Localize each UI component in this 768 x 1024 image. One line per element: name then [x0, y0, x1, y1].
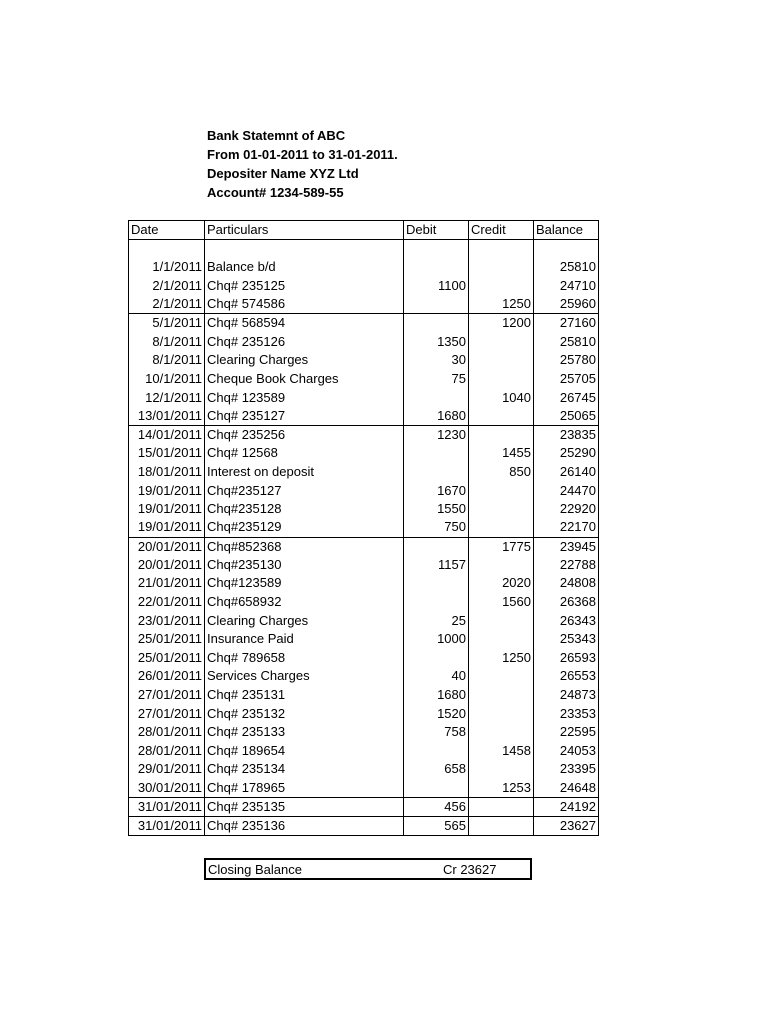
column-header-balance: Balance	[534, 221, 599, 240]
cell-credit	[469, 332, 534, 351]
cell-particulars: Chq# 235136	[205, 816, 404, 835]
cell-balance: 26368	[534, 593, 599, 612]
cell-date: 2/1/2011	[129, 295, 205, 314]
cell-debit	[404, 593, 469, 612]
cell-balance: 22788	[534, 556, 599, 575]
cell-debit: 1680	[404, 686, 469, 705]
cell-balance: 24470	[534, 481, 599, 500]
table-row	[129, 667, 599, 686]
column-header-credit: Credit	[469, 221, 534, 240]
cell-balance: 26593	[534, 649, 599, 668]
cell-debit: 1520	[404, 704, 469, 723]
cell-credit	[469, 556, 534, 575]
cell-debit: 1230	[404, 425, 469, 444]
cell-balance: 23353	[534, 704, 599, 723]
table-row	[129, 444, 599, 463]
cell-date: 12/1/2011	[129, 388, 205, 407]
cell-balance: 27160	[534, 314, 599, 333]
cell-balance: 24873	[534, 686, 599, 705]
table-row	[129, 742, 599, 761]
table-row	[129, 686, 599, 705]
cell-balance: 25780	[534, 351, 599, 370]
cell-particulars: Chq#852368	[205, 537, 404, 556]
cell-particulars: Chq#235127	[205, 481, 404, 500]
cell-credit	[469, 704, 534, 723]
cell-date: 27/01/2011	[129, 686, 205, 705]
column-header-date: Date	[129, 221, 205, 240]
table-row	[129, 258, 599, 277]
cell-particulars: Clearing Charges	[205, 351, 404, 370]
cell-balance: 25960	[534, 295, 599, 314]
cell-particulars: Chq# 189654	[205, 742, 404, 761]
blank-row	[129, 240, 599, 259]
cell-debit	[404, 649, 469, 668]
statement-title: Bank Statemnt of ABC	[207, 128, 346, 143]
cell-particulars: Chq# 123589	[205, 388, 404, 407]
cell-balance: 26343	[534, 611, 599, 630]
cell-date: 2/1/2011	[129, 277, 205, 296]
cell-credit: 1200	[469, 314, 534, 333]
cell-particulars: Chq# 235134	[205, 760, 404, 779]
table-row	[129, 295, 599, 314]
cell-particulars: Chq#658932	[205, 593, 404, 612]
cell-debit	[404, 463, 469, 482]
cell-date: 31/01/2011	[129, 797, 205, 816]
cell-particulars: Chq# 235132	[205, 704, 404, 723]
cell-date: 31/01/2011	[129, 816, 205, 835]
cell-credit	[469, 425, 534, 444]
cell-balance: 25343	[534, 630, 599, 649]
cell-debit: 1350	[404, 332, 469, 351]
table-row	[129, 649, 599, 668]
cell-date: 28/01/2011	[129, 723, 205, 742]
cell-debit: 1670	[404, 481, 469, 500]
cell-balance: 25810	[534, 258, 599, 277]
cell-date: 25/01/2011	[129, 649, 205, 668]
cell-debit	[404, 388, 469, 407]
cell-date: 19/01/2011	[129, 500, 205, 519]
cell-date: 15/01/2011	[129, 444, 205, 463]
table-row	[129, 779, 599, 798]
table-row	[129, 351, 599, 370]
cell-balance: 24808	[534, 574, 599, 593]
cell-balance: 25065	[534, 407, 599, 426]
table-row	[129, 277, 599, 296]
cell-date: 14/01/2011	[129, 425, 205, 444]
cell-date: 27/01/2011	[129, 704, 205, 723]
cell-credit	[469, 797, 534, 816]
cell-particulars: Chq#123589	[205, 574, 404, 593]
cell-balance: 23395	[534, 760, 599, 779]
cell-debit: 750	[404, 518, 469, 537]
cell-date: 21/01/2011	[129, 574, 205, 593]
cell-particulars: Chq# 235135	[205, 797, 404, 816]
table-row	[129, 816, 599, 835]
cell-date: 18/01/2011	[129, 463, 205, 482]
table-row	[129, 760, 599, 779]
table-row	[129, 611, 599, 630]
cell-particulars: Chq# 178965	[205, 779, 404, 798]
cell-particulars: Services Charges	[205, 667, 404, 686]
table-row	[129, 463, 599, 482]
cell-balance: 25290	[534, 444, 599, 463]
cell-particulars: Chq# 789658	[205, 649, 404, 668]
cell-particulars: Chq# 235127	[205, 407, 404, 426]
cell-debit: 456	[404, 797, 469, 816]
cell-credit: 1775	[469, 537, 534, 556]
cell-particulars: Chq# 574586	[205, 295, 404, 314]
cell-credit: 1253	[469, 779, 534, 798]
table-row	[129, 388, 599, 407]
cell-debit: 758	[404, 723, 469, 742]
cell-credit	[469, 351, 534, 370]
cell-debit	[404, 779, 469, 798]
cell-credit: 1250	[469, 295, 534, 314]
statement-period: From 01-01-2011 to 31-01-2011.	[207, 147, 398, 162]
cell-balance: 22920	[534, 500, 599, 519]
cell-debit: 75	[404, 370, 469, 389]
cell-credit: 1040	[469, 388, 534, 407]
statement-header	[207, 126, 398, 202]
table-header-row	[129, 221, 599, 240]
cell-debit: 25	[404, 611, 469, 630]
cell-balance: 22595	[534, 723, 599, 742]
cell-debit: 30	[404, 351, 469, 370]
cell-particulars: Chq# 235133	[205, 723, 404, 742]
depositor-name: Depositer Name XYZ Ltd	[207, 166, 359, 181]
cell-particulars: Chq#235129	[205, 518, 404, 537]
cell-credit	[469, 611, 534, 630]
cell-date: 23/01/2011	[129, 611, 205, 630]
cell-credit	[469, 481, 534, 500]
cell-date: 1/1/2011	[129, 258, 205, 277]
cell-particulars: Chq# 235126	[205, 332, 404, 351]
cell-debit: 565	[404, 816, 469, 835]
cell-date: 19/01/2011	[129, 518, 205, 537]
cell-credit: 2020	[469, 574, 534, 593]
cell-particulars: Chq# 12568	[205, 444, 404, 463]
cell-balance: 26745	[534, 388, 599, 407]
cell-debit: 1550	[404, 500, 469, 519]
cell-particulars: Balance b/d	[205, 258, 404, 277]
cell-particulars: Clearing Charges	[205, 611, 404, 630]
cell-debit	[404, 574, 469, 593]
cell-date: 20/01/2011	[129, 537, 205, 556]
table-row	[129, 500, 599, 519]
table-row	[129, 704, 599, 723]
cell-credit	[469, 258, 534, 277]
cell-balance: 25705	[534, 370, 599, 389]
cell-credit	[469, 686, 534, 705]
cell-debit: 1680	[404, 407, 469, 426]
cell-credit: 1455	[469, 444, 534, 463]
table-row	[129, 518, 599, 537]
cell-date: 10/1/2011	[129, 370, 205, 389]
cell-debit: 40	[404, 667, 469, 686]
cell-debit	[404, 537, 469, 556]
table-row	[129, 556, 599, 575]
cell-balance: 24053	[534, 742, 599, 761]
cell-debit: 1157	[404, 556, 469, 575]
cell-particulars: Interest on deposit	[205, 463, 404, 482]
cell-date: 19/01/2011	[129, 481, 205, 500]
cell-debit: 658	[404, 760, 469, 779]
cell-credit	[469, 370, 534, 389]
table-row	[129, 574, 599, 593]
cell-balance: 26140	[534, 463, 599, 482]
column-header-particulars: Particulars	[205, 221, 404, 240]
cell-balance: 23945	[534, 537, 599, 556]
statement-table	[128, 220, 599, 836]
column-header-debit: Debit	[404, 221, 469, 240]
cell-date: 29/01/2011	[129, 760, 205, 779]
table-row	[129, 537, 599, 556]
cell-date: 25/01/2011	[129, 630, 205, 649]
closing-balance-box	[204, 858, 532, 880]
closing-balance-value: Cr 23627	[443, 862, 497, 877]
cell-debit	[404, 444, 469, 463]
cell-date: 13/01/2011	[129, 407, 205, 426]
closing-balance-label: Closing Balance	[208, 862, 302, 877]
cell-balance: 22170	[534, 518, 599, 537]
cell-particulars: Chq#235128	[205, 500, 404, 519]
cell-balance: 25810	[534, 332, 599, 351]
cell-date: 20/01/2011	[129, 556, 205, 575]
cell-balance: 23835	[534, 425, 599, 444]
cell-date: 5/1/2011	[129, 314, 205, 333]
cell-particulars: Chq#235130	[205, 556, 404, 575]
cell-credit	[469, 816, 534, 835]
cell-date: 8/1/2011	[129, 351, 205, 370]
cell-credit: 850	[469, 463, 534, 482]
cell-debit	[404, 295, 469, 314]
cell-credit	[469, 277, 534, 296]
table-row	[129, 370, 599, 389]
cell-credit	[469, 407, 534, 426]
cell-credit	[469, 500, 534, 519]
cell-date: 26/01/2011	[129, 667, 205, 686]
cell-particulars: Insurance Paid	[205, 630, 404, 649]
cell-balance: 23627	[534, 816, 599, 835]
cell-credit: 1458	[469, 742, 534, 761]
cell-balance: 24192	[534, 797, 599, 816]
cell-credit	[469, 760, 534, 779]
cell-balance: 24710	[534, 277, 599, 296]
cell-debit: 1100	[404, 277, 469, 296]
table-row	[129, 407, 599, 426]
cell-particulars: Chq# 235256	[205, 425, 404, 444]
table-row	[129, 481, 599, 500]
table-row	[129, 593, 599, 612]
cell-debit: 1000	[404, 630, 469, 649]
table-row	[129, 797, 599, 816]
cell-credit: 1250	[469, 649, 534, 668]
cell-balance: 26553	[534, 667, 599, 686]
cell-debit	[404, 258, 469, 277]
cell-credit	[469, 630, 534, 649]
table-row	[129, 332, 599, 351]
account-number: Account# 1234-589-55	[207, 185, 344, 200]
cell-debit	[404, 314, 469, 333]
table-row	[129, 314, 599, 333]
cell-particulars: Chq# 568594	[205, 314, 404, 333]
cell-credit	[469, 667, 534, 686]
cell-date: 30/01/2011	[129, 779, 205, 798]
table-row	[129, 425, 599, 444]
cell-debit	[404, 742, 469, 761]
cell-credit: 1560	[469, 593, 534, 612]
cell-date: 8/1/2011	[129, 332, 205, 351]
table-row	[129, 630, 599, 649]
cell-date: 28/01/2011	[129, 742, 205, 761]
cell-balance: 24648	[534, 779, 599, 798]
cell-particulars: Chq# 235131	[205, 686, 404, 705]
cell-credit	[469, 723, 534, 742]
cell-date: 22/01/2011	[129, 593, 205, 612]
cell-particulars: Chq# 235125	[205, 277, 404, 296]
cell-credit	[469, 518, 534, 537]
table-row	[129, 723, 599, 742]
cell-particulars: Cheque Book Charges	[205, 370, 404, 389]
